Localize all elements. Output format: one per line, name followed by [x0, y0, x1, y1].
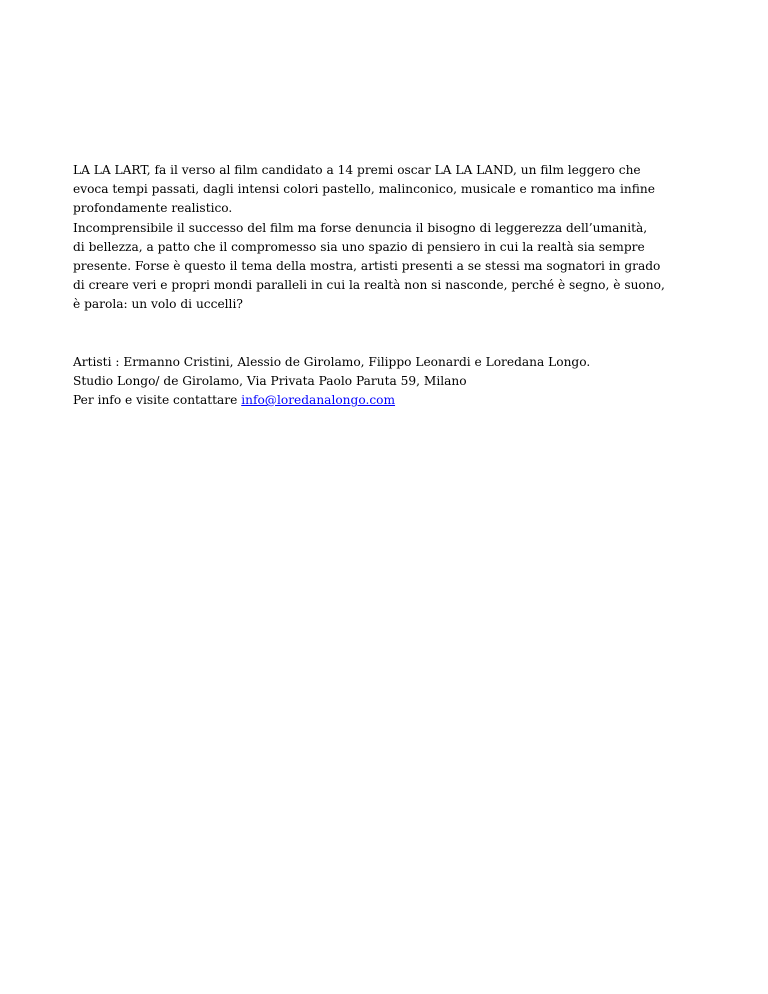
intro-line-1: LA LA LART, fa il verso al film candidato a 14 premi oscar LA LA LAND, un film leggero che [73, 163, 641, 177]
intro-line-2: evoca tempi passati, dagli intensi colori pastello, malinconico, musicale e romantico ma infine [73, 182, 655, 197]
studio-address-line: Studio Longo/ de Girolamo, Via Privata Paolo Paruta 59, Milano [73, 373, 467, 388]
info-paragraph [73, 353, 713, 411]
contact-line [73, 391, 713, 410]
body-line-2: di bellezza, a patto che il compromesso sia uno spazio di pensiero in cui la realtà sia sempre [73, 239, 645, 254]
body-line-5: è parola: un volo di uccelli? [73, 297, 243, 312]
contact-email-link[interactable]: info@loredanalongo.com [241, 393, 396, 408]
body-line-3: presente. Forse è questo il tema della mostra, artisti presenti a se stessi ma sognatori in grado [73, 259, 661, 274]
intro-line-3: profondamente realistico. [73, 201, 233, 216]
contact-prefix: Per info e visite contattare [73, 393, 242, 408]
artists-line: Artisti : Ermanno Cristini, Alessio de Girolamo, Filippo Leonardi e Loredana Longo. [73, 354, 591, 369]
intro-paragraph [73, 161, 713, 219]
document-body [73, 161, 713, 410]
body-line-1: Incomprensibile il successo del film ma forse denuncia il bisogno di leggerezza dell’umanità, [73, 220, 648, 235]
body-paragraph [73, 219, 713, 315]
body-line-4: di creare veri e propri mondi paralleli in cui la realtà non si nasconde, perché è segno, è suono, [73, 278, 665, 293]
paragraph-spacer [73, 315, 713, 353]
